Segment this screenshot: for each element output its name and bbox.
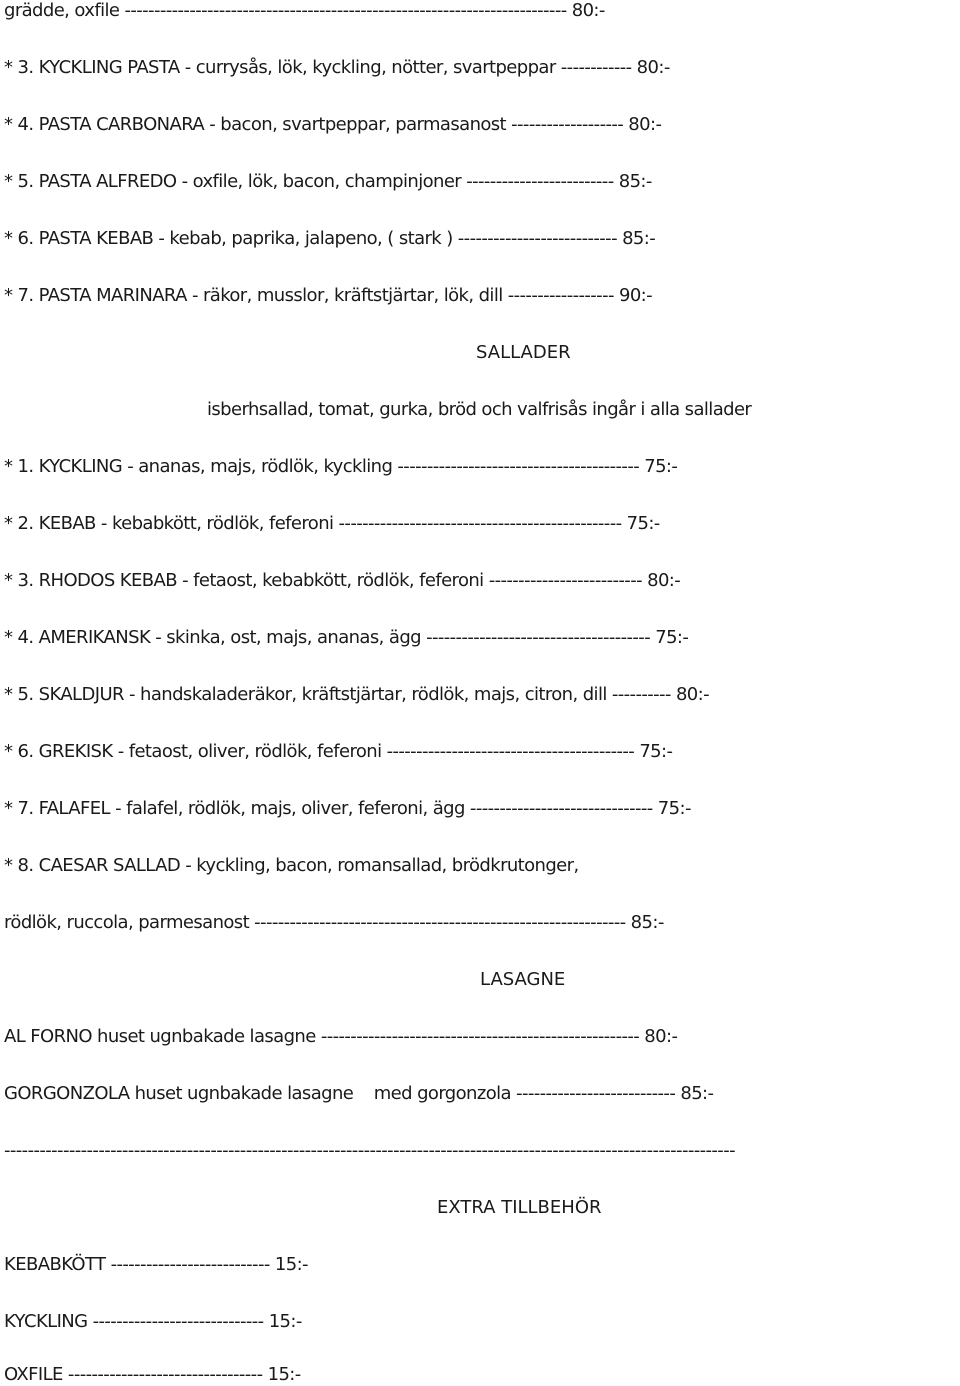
extra-heading: EXTRA TILLBEHÖR [437, 1197, 602, 1218]
pasta-item-2-continuation: grädde, oxfile --------------------------------------------------------------------------- 80:- [4, 0, 605, 21]
sallad-item-5: * 5. SKALDJUR - handskaladeräkor, kräftstjärtar, rödlök, majs, citron, dill ---------- 80:- [4, 684, 710, 705]
lasagne-heading: LASAGNE [480, 969, 566, 990]
sallad-item-1: * 1. KYCKLING - ananas, majs, rödlök, kyckling ----------------------------------------- 75:- [4, 456, 678, 477]
extra-item-kebabkott: KEBABKÖTT --------------------------- 15:- [4, 1254, 308, 1275]
extra-item-kyckling: KYCKLING ----------------------------- 15:- [4, 1311, 302, 1332]
section-divider: ---------------------------------------------------------------------------------------------------------------------------- [4, 1140, 735, 1161]
sallad-item-6: * 6. GREKISK - fetaost, oliver, rödlök, feferoni ------------------------------------------ 75:- [4, 741, 673, 762]
lasagne-item-gorgonzola: GORGONZOLA huset ugnbakade lasagne med gorgonzola --------------------------- 85:- [4, 1083, 714, 1104]
pasta-item-3: * 3. KYCKLING PASTA - currysås, lök, kyckling, nötter, svartpeppar ------------ 80:- [4, 57, 670, 78]
sallader-note: isberhsallad, tomat, gurka, bröd och valfrisås ingår i alla sallader [207, 399, 752, 420]
extra-item-oxfile: OXFILE --------------------------------- 15:- [4, 1364, 301, 1385]
lasagne-item-al-forno: AL FORNO huset ugnbakade lasagne ------------------------------------------------------ 80:- [4, 1026, 678, 1047]
pasta-item-5: * 5. PASTA ALFREDO - oxfile, lök, bacon, champinjoner ------------------------- 85:- [4, 171, 652, 192]
pasta-item-4: * 4. PASTA CARBONARA - bacon, svartpeppar, parmasanost ------------------- 80:- [4, 114, 662, 135]
sallad-item-8: * 8. CAESAR SALLAD - kyckling, bacon, romansallad, brödkrutonger, [4, 855, 579, 876]
sallad-item-8-continuation: rödlök, ruccola, parmesanost --------------------------------------------------------------- 85:- [4, 912, 664, 933]
sallad-item-3: * 3. RHODOS KEBAB - fetaost, kebabkött, rödlök, feferoni -------------------------- 80:- [4, 570, 681, 591]
pasta-item-7: * 7. PASTA MARINARA - räkor, musslor, kräftstjärtar, lök, dill ------------------ 90:- [4, 285, 653, 306]
sallad-item-4: * 4. AMERIKANSK - skinka, ost, majs, ananas, ägg -------------------------------------- 75:- [4, 627, 689, 648]
sallader-heading: SALLADER [476, 342, 571, 363]
pasta-item-6: * 6. PASTA KEBAB - kebab, paprika, jalapeno, ( stark ) --------------------------- 85:- [4, 228, 656, 249]
sallad-item-7: * 7. FALAFEL - falafel, rödlök, majs, oliver, feferoni, ägg ------------------------------- 75:- [4, 798, 691, 819]
sallad-item-2: * 2. KEBAB - kebabkött, rödlök, feferoni ------------------------------------------------ 75:- [4, 513, 660, 534]
